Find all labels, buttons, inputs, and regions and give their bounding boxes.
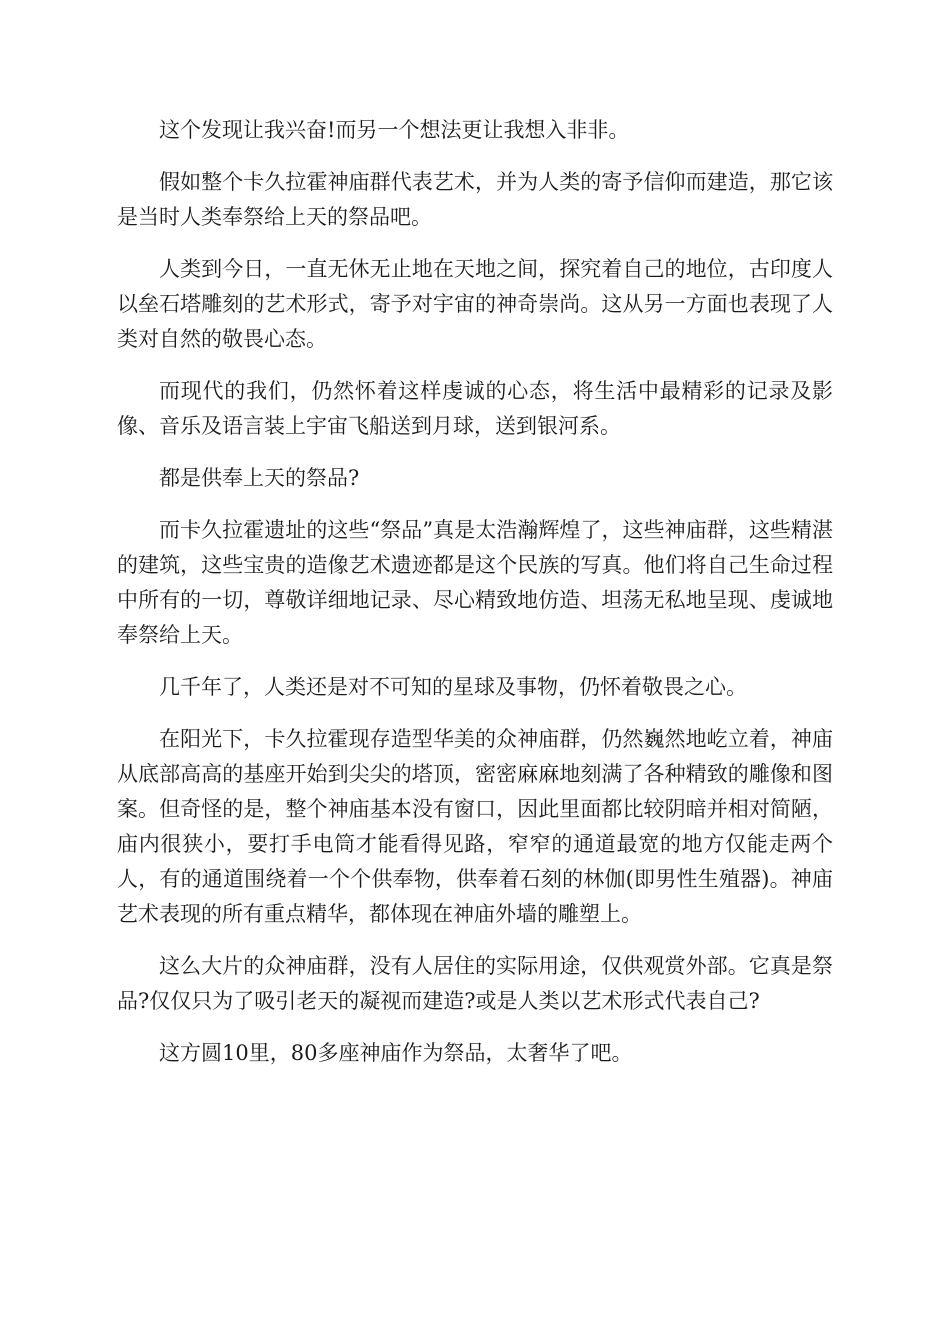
paragraph: 这方圆10里，80多座神庙作为祭品，太奢华了吧。 [159,1041,633,1065]
paragraph: 在阳光下，卡久拉霍现存造型华美的众神庙群，仍然巍然地屹立着，神庙从底部高高的基座开始到尖尖的塔顶，密密麻麻地刻满了各种精致的雕像和图案。但奇怪的是，整个神庙基本没有窗口，因此里面都比较阴暗并相对简陋，庙内很狭小，要打手电筒才能看得见路，窄窄的通道最宽的地方仅能走两个人，有的通道围绕着一个个供奉物，供奉着石刻的林伽(即男性生殖器)。神庙艺术表现的所有重点精华，都体现在神庙外墙的雕塑上。 [117,727,833,926]
paragraph: 而卡久拉霍遗址的这些“祭品”真是太浩瀚辉煌了，这些神庙群，这些精湛的建筑，这些宝贵的造像艺术遗迹都是这个民族的写真。他们将自己生命过程中所有的一切，尊敬详细地记录、尽心精致地仿造、坦荡无私地呈现、虔诚地奉祭给上天。 [117,518,833,647]
document-body [117,113,833,1088]
paragraph: 而现代的我们，仍然怀着这样虔诚的心态，将生活中最精彩的记录及影像、音乐及语言装上宇宙飞船送到月球，送到银河系。 [117,379,833,438]
paragraph: 这么大片的众神庙群，没有人居住的实际用途，仅供观赏外部。它真是祭品?仅仅只为了吸引老天的凝视而建造?或是人类以艺术形式代表自己? [117,954,833,1013]
paragraph: 人类到今日，一直无休无止地在天地之间，探究着自己的地位，古印度人以垒石塔雕刻的艺术形式，寄予对宇宙的神奇崇尚。这从另一方面也表现了人类对自然的敬畏心态。 [117,257,833,351]
paragraph: 这个发现让我兴奋!而另一个想法更让我想入非非。 [159,118,630,142]
paragraph: 都是供奉上天的祭品? [159,466,360,490]
paragraph: 假如整个卡久拉霍神庙群代表艺术，并为人类的寄予信仰而建造，那它该是当时人类奉祭给上天的祭品吧。 [117,170,833,229]
paragraph: 几千年了，人类还是对不可知的星球及事物，仍怀着敬畏之心。 [159,675,747,699]
